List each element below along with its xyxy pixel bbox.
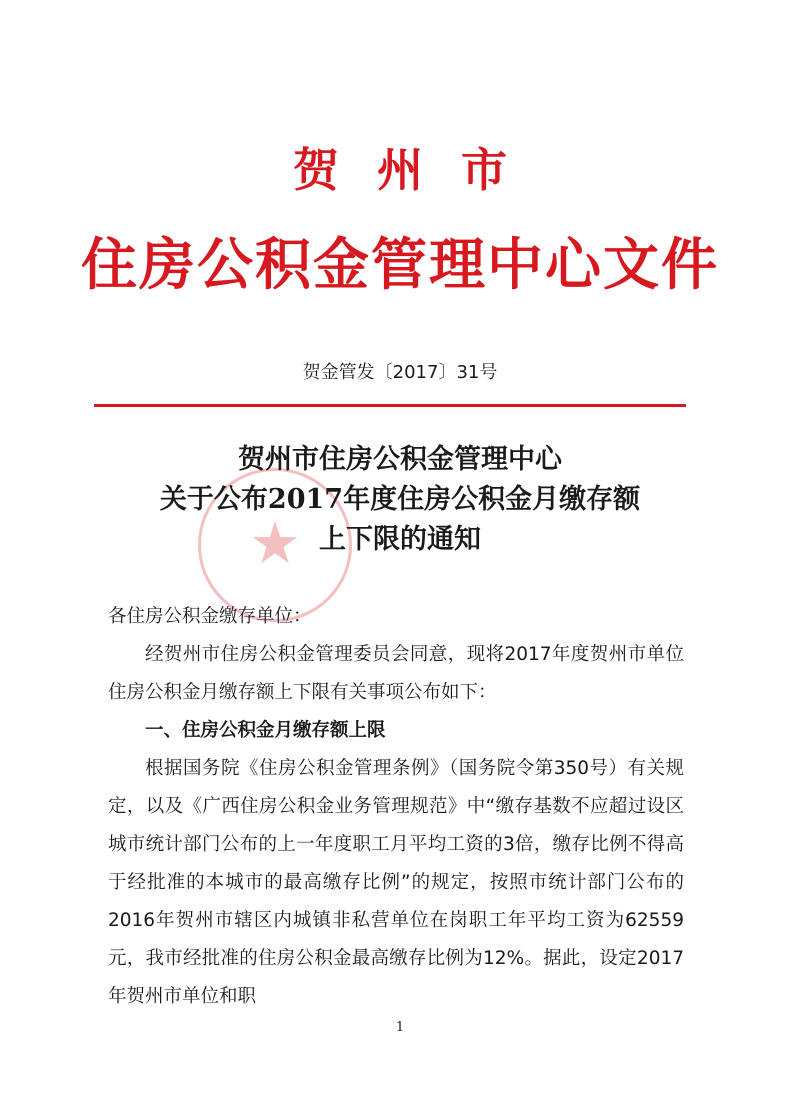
intro-paragraph: 经贺州市住房公积金管理委员会同意，现将2017年度贺州市单位住房公积金月缴存额上下限有关事项公布如下：	[108, 644, 684, 703]
title-line-1: 贺州市住房公积金管理中心	[238, 444, 562, 475]
header-city: 贺州市	[293, 143, 545, 197]
document-number: 贺金管发〔2017〕31号	[302, 362, 498, 383]
title-line-2: 关于公布2017年度住房公积金月缴存额	[159, 484, 641, 515]
section-paragraph: 根据国务院《住房公积金管理条例》（国务院令第350号）有关规定，以及《广西住房公积金业务管理规范》中“缴存基数不应超过设区城市统计部门公布的上一年度职工月平均工资的3倍，缴存比例不得高于经批准的本城市的最高缴存比例”的规定，按照市统计部门公布的2016年贺州市辖区内城镇非私营单位在岗职工年平均工资为62559元，我市经批准的住房公积金最高缴存比例为12%。据此，设定2017年贺州市单位和职	[108, 758, 684, 1007]
page-number: 1	[395, 1020, 405, 1035]
section-heading: 一、住房公积金月缴存额上限	[145, 720, 386, 741]
header-organization: 住房公积金管理中心文件	[81, 232, 719, 298]
title-line-3: 上下限的通知	[319, 524, 481, 555]
star-icon: ★	[249, 509, 301, 577]
notice-title	[0, 440, 800, 560]
salutation: 各住房公积金缴存单位：	[108, 606, 312, 627]
document-body	[108, 598, 684, 1016]
red-divider	[94, 404, 686, 407]
